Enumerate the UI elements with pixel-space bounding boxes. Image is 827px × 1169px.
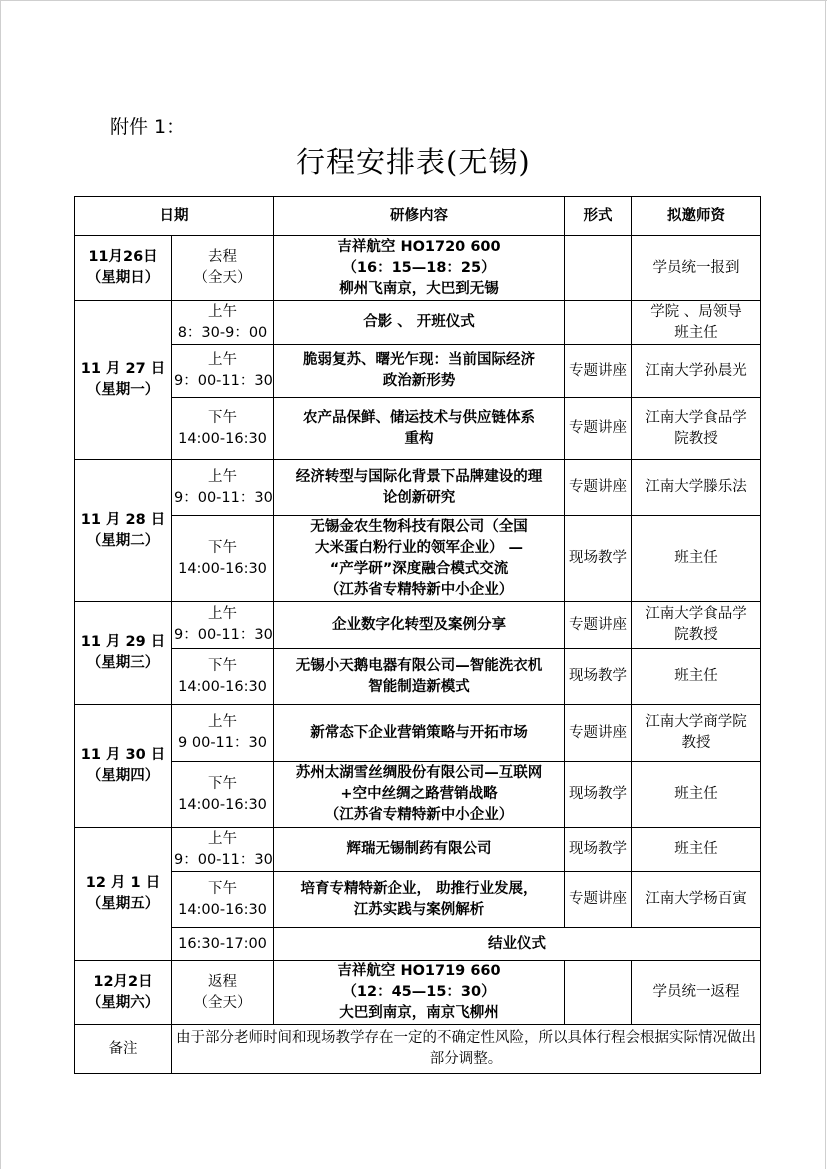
table-row (75, 460, 761, 516)
teacher-line: 江南大学滕乐法 (645, 479, 747, 495)
date-cell (75, 961, 172, 1025)
date-cell (75, 705, 172, 828)
header-date: 日期 (75, 197, 274, 236)
time-cell (172, 602, 274, 649)
teacher-line: 江南大学杨百寅 (645, 891, 747, 907)
form-cell: 专题讲座 (565, 345, 632, 398)
weekday-text: （星期四） (86, 768, 160, 784)
form-cell: 专题讲座 (565, 602, 632, 649)
time-cell (172, 649, 274, 705)
content-line: 无锡金农生物科技有限公司（全国 (310, 518, 528, 535)
content-line: 新常态下企业营销策略与开拓市场 (310, 724, 528, 741)
table-row (75, 516, 761, 602)
table-row (75, 828, 761, 872)
time-cell (172, 872, 274, 928)
form-cell (565, 236, 632, 301)
content-cell (274, 345, 565, 398)
period-text: 下午 (208, 657, 237, 674)
date-text: 11 月 30 日 (80, 747, 166, 763)
time-cell (172, 762, 274, 828)
date-cell (75, 301, 172, 460)
teacher-line: 学员统一报到 (652, 259, 740, 276)
content-line: （江苏省专精特新中小企业） (324, 581, 514, 598)
header-content: 研修内容 (274, 197, 565, 236)
content-line: （16：15—18：25） (342, 259, 496, 276)
content-cell (274, 762, 565, 828)
content-line: 培育专精特新企业， 助推行业发展， (300, 880, 538, 897)
time-cell (172, 961, 274, 1025)
content-line: 辉瑞无锡制药有限公司 (346, 841, 492, 857)
teacher-line: 学员统一返程 (652, 984, 740, 1000)
content-line: 大巴到南京，南京飞柳州 (339, 1005, 499, 1021)
period-text: 上午 (208, 606, 237, 622)
teacher-cell (632, 516, 761, 602)
teacher-line: 院教授 (674, 627, 718, 643)
time-text: 16:30-17:00 (178, 935, 267, 952)
content-line: 吉祥航空 HO1719 660 (337, 963, 501, 979)
content-cell (274, 872, 565, 928)
period-text: 上午 (208, 303, 237, 320)
content-line: 结业仪式 (488, 935, 546, 952)
weekday-text: （星期日） (86, 270, 160, 286)
form-cell: 现场教学 (565, 649, 632, 705)
weekday-text: （星期一） (86, 382, 160, 398)
time-text: 9：00-11：30 (174, 489, 273, 506)
date-cell (75, 602, 172, 705)
content-cell (274, 236, 565, 301)
remarks-line: 由于部分老师时间和现场教学存在一定的不确定性风险，所以具体行程会根据实际情况做出 (176, 1030, 756, 1046)
table-row (75, 301, 761, 345)
teacher-line: 院教授 (674, 430, 718, 447)
teacher-cell (632, 762, 761, 828)
weekday-text: （星期六） (86, 994, 160, 1011)
content-line: 重构 (404, 430, 434, 447)
content-cell (274, 301, 565, 345)
table-row (75, 961, 761, 1025)
date-text: 11 月 28 日 (80, 511, 166, 528)
teacher-line: 江南大学食品学 (645, 606, 747, 622)
teacher-cell (632, 602, 761, 649)
teacher-cell (632, 301, 761, 345)
content-line: 智能制造新模式 (368, 678, 470, 695)
time-cell (172, 705, 274, 762)
table-row (75, 705, 761, 762)
form-cell: 现场教学 (565, 828, 632, 872)
date-cell (75, 828, 172, 961)
teacher-line: 班主任 (674, 550, 718, 566)
teacher-cell (632, 649, 761, 705)
time-text: 14:00-16:30 (178, 430, 267, 447)
form-cell: 现场教学 (565, 516, 632, 602)
content-line: “产学研”深度融合模式交流 (329, 560, 509, 577)
table-row (75, 762, 761, 828)
period-text: 下午 (208, 409, 237, 426)
content-line: （江苏省专精特新中小企业） (324, 807, 514, 823)
teacher-cell (632, 872, 761, 928)
table-row (75, 649, 761, 705)
content-line: 柳州飞南京，大巴到无锡 (339, 280, 499, 297)
teacher-cell (632, 345, 761, 398)
page-border-left (0, 0, 1, 1169)
form-cell: 专题讲座 (565, 398, 632, 460)
content-cell (274, 516, 565, 602)
content-line: 苏州太湖雪丝绸股份有限公司—互联网 (295, 765, 543, 781)
content-cell (274, 649, 565, 705)
teacher-line: 班主任 (674, 786, 718, 802)
time-cell (172, 398, 274, 460)
teacher-cell (632, 828, 761, 872)
table-row (75, 236, 761, 301)
teacher-cell (632, 236, 761, 301)
content-line: 江苏实践与案例解析 (353, 901, 485, 918)
date-cell (75, 236, 172, 301)
content-line: 经济转型与国际化背景下品牌建设的理 (295, 468, 543, 485)
time-cell (172, 460, 274, 516)
date-cell (75, 460, 172, 602)
time-cell (172, 345, 274, 398)
table-row (75, 345, 761, 398)
content-line: 大米蛋白粉行业的领军企业） — (314, 539, 524, 556)
page-border-top (0, 0, 827, 1)
content-cell (274, 961, 565, 1025)
period-text: 上午 (208, 714, 237, 730)
annex-label: 附件 1： (110, 116, 186, 138)
table-row (75, 872, 761, 928)
remarks-row (75, 1025, 761, 1074)
content-cell (274, 705, 565, 762)
date-text: 11 月 27 日 (80, 361, 166, 377)
period-text: 上午 (208, 830, 237, 847)
time-text: 14:00-16:30 (178, 796, 267, 813)
weekday-text: （星期二） (86, 532, 160, 549)
form-cell (565, 301, 632, 345)
date-text: 12 月 1 日 (85, 875, 161, 891)
time-text: 8：30-9：00 (177, 324, 268, 341)
content-line: 论创新研究 (382, 489, 456, 506)
form-cell (565, 961, 632, 1025)
time-cell (172, 828, 274, 872)
time-text: 9：00-11：30 (174, 373, 273, 389)
content-cell (274, 602, 565, 649)
time-cell (172, 236, 274, 301)
time-text: （全天） (193, 994, 252, 1011)
time-text: 14:00-16:30 (178, 901, 267, 918)
content-line: 吉祥航空 HO1720 600 (337, 238, 501, 255)
content-cell (274, 928, 761, 961)
content-line: 政治新形势 (382, 373, 456, 389)
teacher-cell (632, 961, 761, 1025)
period-text: 下午 (208, 880, 237, 897)
teacher-line: 班主任 (674, 324, 718, 341)
page-border-right (825, 0, 826, 1169)
remarks-text (172, 1025, 761, 1074)
teacher-line: 班主任 (674, 841, 718, 857)
table-row (75, 928, 761, 961)
content-line: 农产品保鲜、储运技术与供应链体系 (303, 409, 535, 426)
remarks-line: 部分调整。 (429, 1051, 503, 1067)
period-text: 上午 (208, 352, 237, 368)
content-line: 合影 、 开班仪式 (363, 314, 475, 330)
weekday-text: （星期五） (86, 896, 160, 912)
teacher-line: 江南大学商学院 (645, 714, 747, 730)
content-cell (274, 828, 565, 872)
time-text: 9：00-11：30 (174, 627, 273, 643)
form-cell: 专题讲座 (565, 705, 632, 762)
header-row (75, 197, 761, 236)
form-cell: 专题讲座 (565, 460, 632, 516)
weekday-text: （星期三） (86, 655, 160, 671)
time-text: 9 00-11：30 (178, 735, 267, 751)
time-cell (172, 928, 274, 961)
period-text: 上午 (208, 468, 237, 485)
remarks-label: 备注 (75, 1025, 172, 1074)
time-cell (172, 516, 274, 602)
teacher-line: 班主任 (674, 668, 718, 684)
table-row (75, 398, 761, 460)
content-cell (274, 460, 565, 516)
time-text: （全天） (193, 270, 252, 286)
form-cell: 现场教学 (565, 762, 632, 828)
schedule-table (74, 196, 761, 1074)
time-cell (172, 301, 274, 345)
header-teacher: 拟邀师资 (632, 197, 761, 236)
teacher-cell (632, 398, 761, 460)
page-title: 行程安排表(无锡) (296, 145, 531, 179)
content-line: 脆弱复苏、曙光乍现：当前国际经济 (303, 352, 535, 368)
period-text: 去程 (208, 249, 237, 265)
teacher-cell (632, 460, 761, 516)
content-line: 无锡小天鹅电器有限公司—智能洗衣机 (295, 657, 543, 674)
teacher-line: 江南大学食品学 (645, 409, 747, 426)
period-text: 下午 (208, 775, 237, 792)
teacher-cell (632, 705, 761, 762)
teacher-line: 教授 (681, 735, 711, 751)
time-text: 14:00-16:30 (178, 560, 267, 577)
time-text: 14:00-16:30 (178, 678, 267, 695)
content-line: +空中丝绸之路营销战略 (340, 786, 498, 802)
teacher-line: 学院 、局领导 (650, 303, 742, 320)
content-cell (274, 398, 565, 460)
content-line: （12：45—15：30） (342, 984, 496, 1000)
teacher-line: 江南大学孙晨光 (645, 362, 747, 379)
header-form: 形式 (565, 197, 632, 236)
period-text: 下午 (208, 539, 237, 556)
time-text: 9：00-11：30 (174, 851, 273, 868)
table-row (75, 602, 761, 649)
date-text: 12月2日 (93, 973, 153, 990)
date-text: 11月26日 (88, 249, 158, 265)
content-line: 企业数字化转型及案例分享 (332, 616, 506, 633)
form-cell: 专题讲座 (565, 872, 632, 928)
date-text: 11 月 29 日 (80, 634, 166, 650)
period-text: 返程 (208, 973, 237, 990)
